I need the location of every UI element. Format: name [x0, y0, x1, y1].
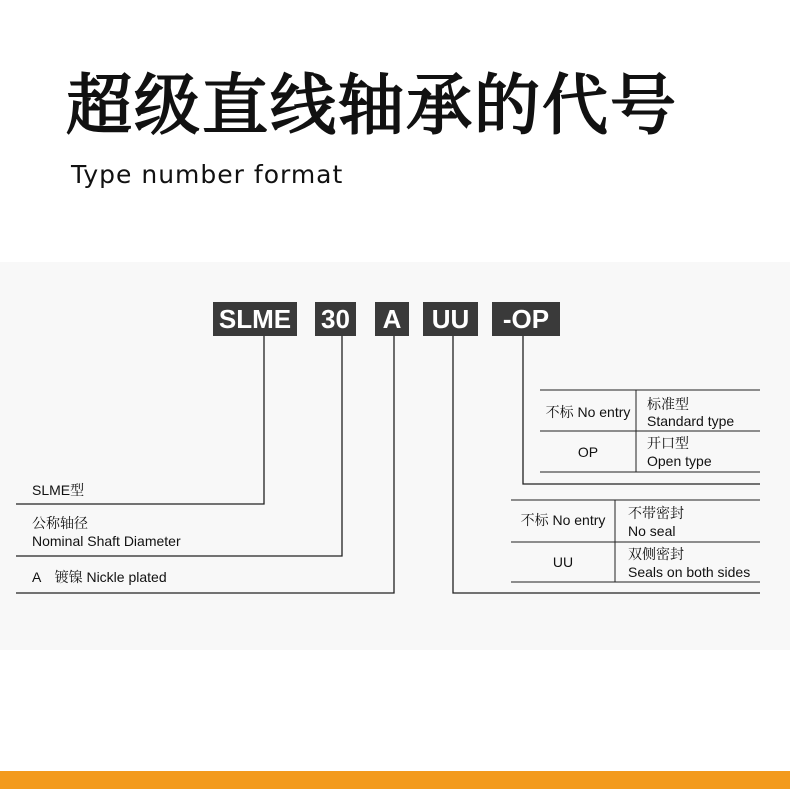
page-title: 超级直线轴承的代号 [66, 67, 678, 144]
shaft-diameter-label-cn: 公称轴径 [32, 515, 88, 531]
code-box-diameter: 30 [315, 302, 356, 336]
accent-bar [0, 771, 790, 789]
page-subtitle: Type number format [71, 160, 344, 189]
code-box-seal: UU [423, 302, 478, 336]
type-row-2-code: OP [577, 444, 599, 460]
plating-label: A 镀镍 Nickle plated [32, 569, 167, 585]
seal-row-1-cn: 不带密封 [628, 505, 684, 521]
type-row-1-cn: 标准型 [647, 396, 689, 412]
seal-row-2-cn: 双侧密封 [628, 546, 684, 562]
type-row-2-cn: 开口型 [647, 435, 689, 451]
seal-row-2-code: UU [552, 554, 574, 570]
type-row-2-en: Open type [647, 453, 712, 469]
seal-row-1-en: No seal [628, 523, 676, 539]
type-row-1-code: 不标 No entry [545, 404, 631, 420]
code-box-series: SLME [213, 302, 297, 336]
connector-plating [16, 336, 394, 593]
shaft-diameter-label-en: Nominal Shaft Diameter [32, 533, 181, 549]
series-label: SLME型 [32, 482, 85, 498]
code-box-plating: A [375, 302, 409, 336]
code-box-type: -OP [492, 302, 560, 336]
seal-row-2-en: Seals on both sides [628, 564, 751, 580]
connector-series [16, 336, 264, 504]
seal-row-1-code: 不标 No entry [520, 512, 606, 528]
type-row-1-en: Standard type [647, 413, 735, 429]
